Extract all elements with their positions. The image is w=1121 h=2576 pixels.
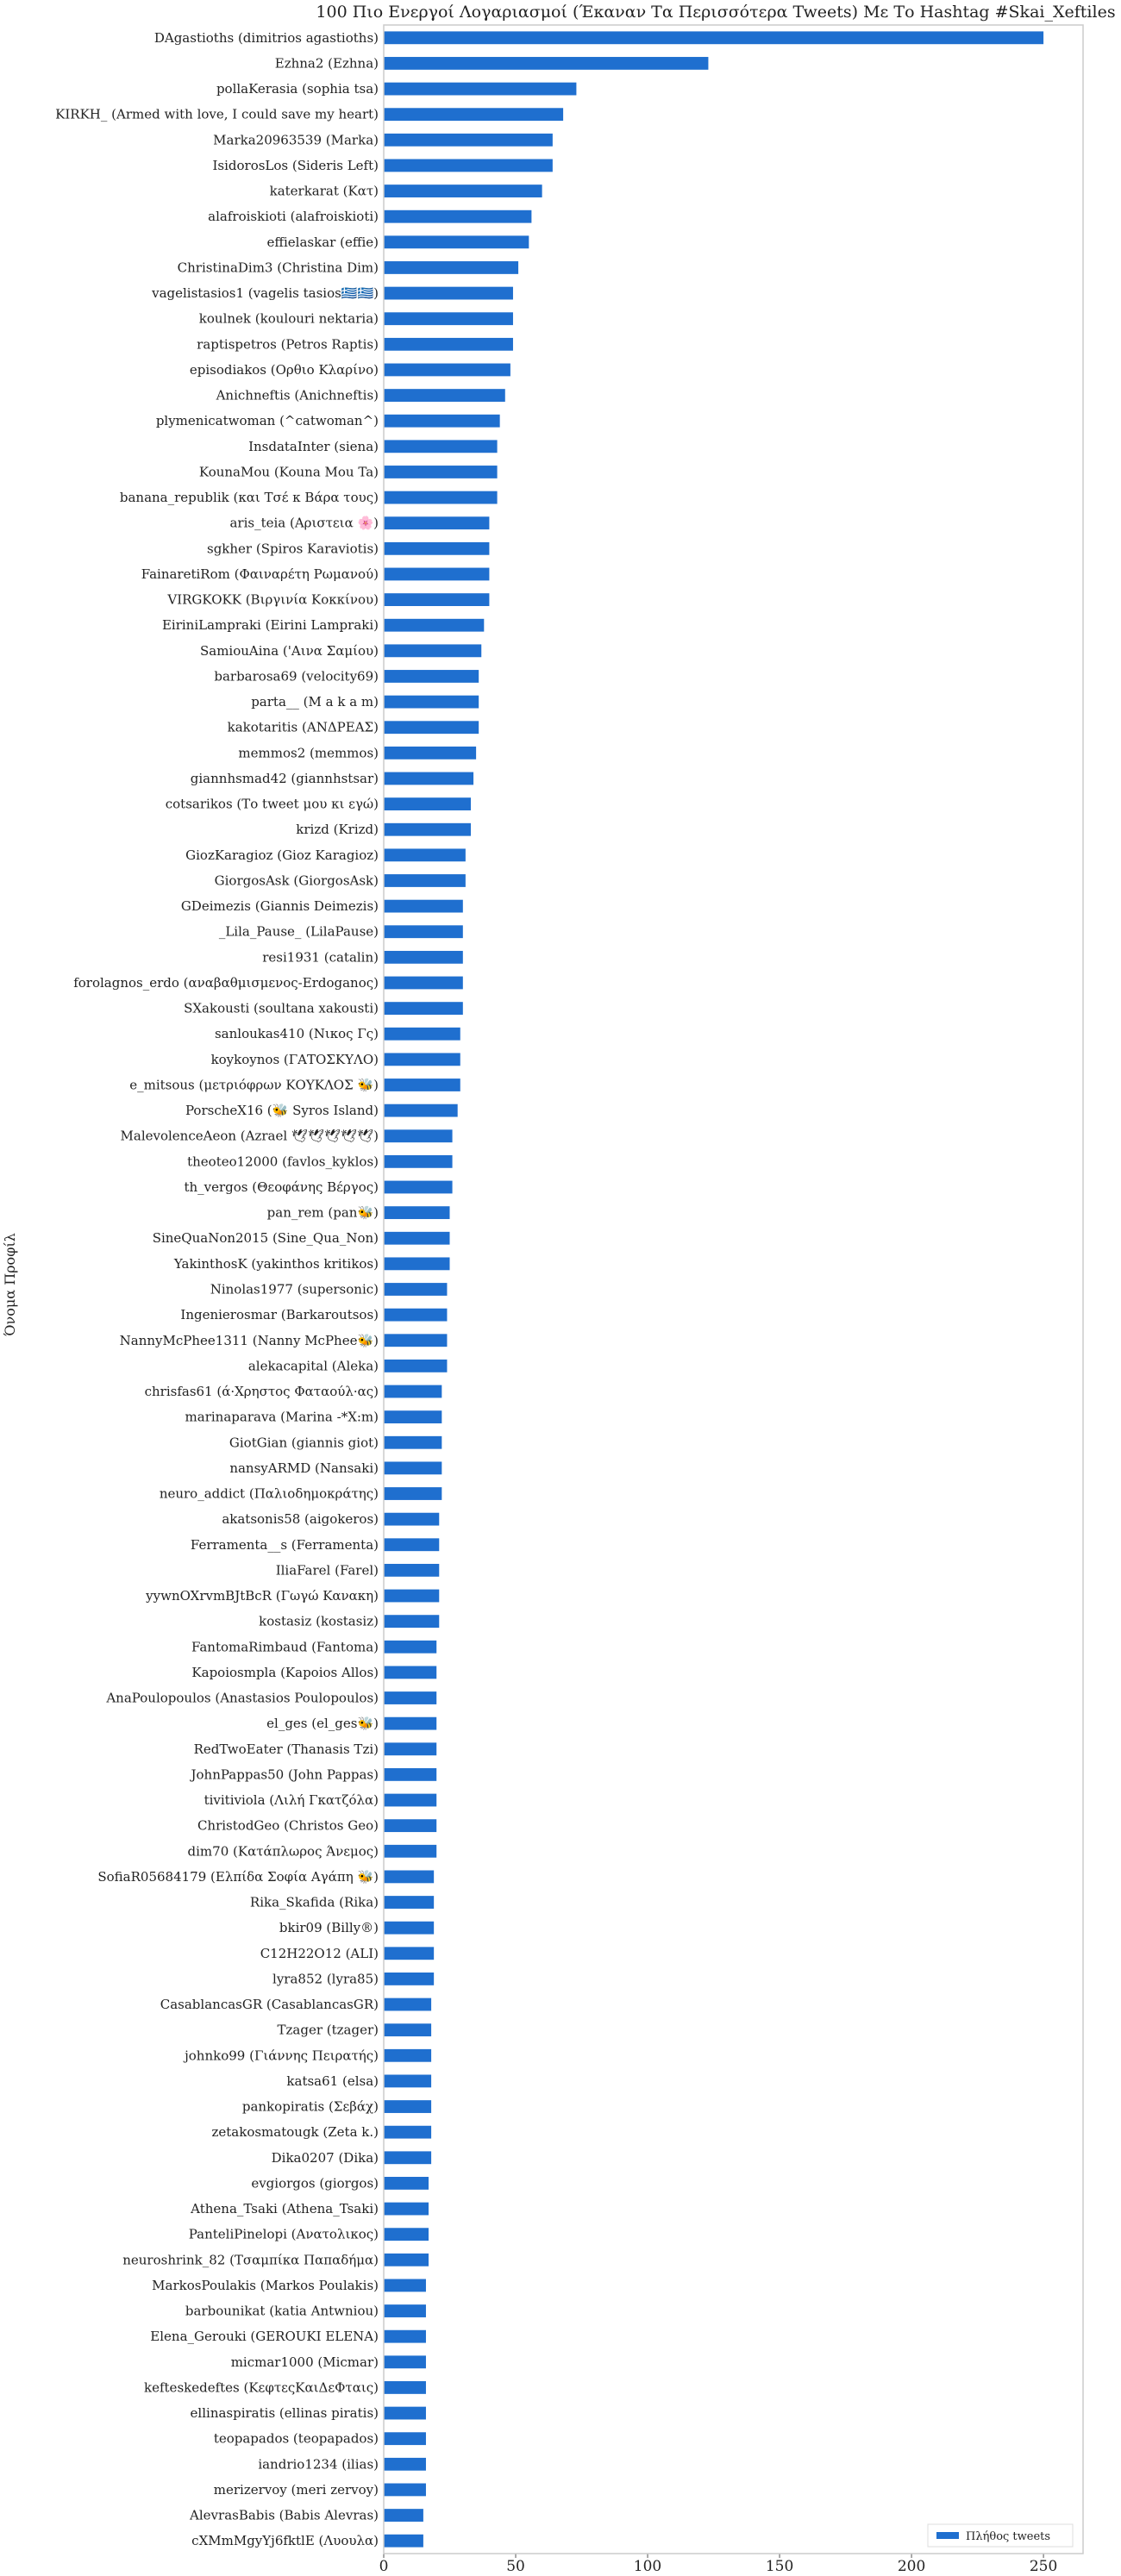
category-label: iandrio1234 (ilias) — [258, 2456, 379, 2473]
bar — [384, 2381, 426, 2394]
bar — [384, 1129, 453, 1142]
category-label: NannyMcPhee1311 (Nanny McPhee🐝) — [119, 1332, 379, 1348]
bar — [384, 848, 466, 861]
bar — [384, 287, 513, 300]
bar — [384, 491, 498, 504]
category-label: MarkosPoulakis (Markos Poulakis) — [152, 2277, 379, 2293]
category-label: Ingenierosmar (Barkaroutsos) — [180, 1307, 379, 1323]
x-tick-label: 200 — [897, 2558, 926, 2573]
bar — [384, 57, 708, 70]
category-label: cotsarikos (Το tweet μου κι εγώ) — [165, 796, 379, 812]
bar — [384, 31, 1043, 44]
category-label: yywnOXrvmBJtBcR (Γωγώ Κανακη) — [146, 1588, 379, 1604]
bar — [384, 2075, 431, 2088]
bar — [384, 1155, 453, 1168]
category-label: Anichneftis (Anichneftis) — [216, 387, 379, 403]
bar — [384, 1768, 436, 1781]
bar — [384, 389, 505, 402]
category-label: giannhsmad42 (giannhstsar) — [190, 770, 379, 786]
category-label: Kapoiosmpla (Kapoios Allos) — [191, 1664, 379, 1680]
category-label: JohnPappas50 (John Pappas) — [191, 1766, 379, 1783]
category-label: tivitiviola (Λιλή Γκατζόλα) — [204, 1792, 379, 1809]
category-label: parta__ (M a k a m) — [251, 694, 379, 710]
bar — [384, 1257, 450, 1270]
bar — [384, 1717, 436, 1730]
bar — [384, 1564, 439, 1577]
category-label: YakinthosK (yakinthos kritikos) — [173, 1255, 379, 1272]
category-label: RedTwoEater (Thanasis Tzi) — [193, 1741, 379, 1757]
category-label: resi1931 (catalin) — [262, 949, 379, 966]
category-label: Athena_Tsaki (Athena_Tsaki) — [191, 2201, 379, 2217]
bar — [384, 1794, 436, 1807]
bar — [384, 1922, 434, 1935]
category-label: SineQuaNon2015 (Sine_Qua_Non) — [152, 1230, 379, 1247]
y-axis-label: Όνομα Προφίλ — [2, 1233, 18, 1336]
category-label: ChristodGeo (Christos Geo) — [197, 1817, 379, 1834]
bar — [384, 1334, 447, 1347]
category-label: EiriniLampraki (Eirini Lampraki) — [161, 617, 379, 634]
category-label: banana_republik (και Τσέ κ Βάρα τους) — [119, 490, 379, 506]
category-label: raptispetros (Petros Raptis) — [197, 336, 379, 353]
category-label: katerkarat (Κατ) — [269, 183, 379, 199]
bar — [384, 2509, 423, 2522]
category-label: koulnek (koulouri nektaria) — [198, 310, 379, 327]
bar — [384, 516, 489, 529]
category-label: GiozKaragioz (Gioz Karagioz) — [185, 847, 379, 863]
bar — [384, 338, 513, 351]
category-label: el_ges (el_ges🐝) — [266, 1716, 379, 1732]
bar — [384, 2023, 431, 2036]
bar — [384, 1896, 434, 1909]
category-label: katsa61 (elsa) — [286, 2073, 379, 2089]
category-label: zetakosmatougk (Zeta k.) — [211, 2124, 379, 2141]
bar — [384, 1079, 460, 1091]
bar — [384, 2228, 429, 2241]
bar — [384, 2126, 431, 2139]
category-label: FainaretiRom (Φαιναρέτη Ρωμανού) — [141, 566, 379, 582]
category-label: VIRGKOKK (Βιργινία Κοκκίνου) — [167, 591, 379, 608]
chart-title: 100 Πιο Ενεργοί Λογαριασμοί (Έκαναν Τα Περισσότερα Tweets) Με Το Hashtag #Skai_Xeftiles — [316, 3, 1116, 22]
category-label: PorscheX16 (🐝 Syros Island) — [185, 1103, 379, 1119]
category-label: teopapados (teopapados) — [213, 2430, 379, 2447]
category-label: kostasiz (kostasiz) — [259, 1613, 379, 1629]
bar — [384, 1283, 447, 1296]
category-label: memmos2 (memmos) — [238, 745, 379, 761]
bar — [384, 1973, 434, 1985]
category-label: micmar1000 (Micmar) — [230, 2354, 379, 2370]
category-label: e_mitsous (μετριόφρων ΚΟΥΚΛΟΣ 🐝) — [129, 1077, 379, 1093]
bar — [384, 1206, 450, 1219]
bar — [384, 2049, 431, 2062]
bar — [384, 670, 479, 683]
bar — [384, 900, 463, 913]
legend — [928, 2524, 1073, 2547]
bar — [384, 696, 479, 709]
category-label: Ezhna2 (Ezhna) — [274, 55, 379, 72]
category-label: GDeimezis (Giannis Deimezis) — [180, 898, 379, 915]
bar — [384, 2203, 429, 2216]
x-tick-label: 50 — [506, 2558, 525, 2573]
x-tick-label: 150 — [765, 2558, 794, 2573]
category-label: koykoynos (ΓΑΤΟΣΚΥΛΟ) — [210, 1051, 379, 1067]
category-label: chrisfas61 (ά·Χρηστος Φαταούλ·ας) — [144, 1384, 379, 1400]
bar — [384, 364, 510, 377]
category-label: Marka20963539 (Marka) — [213, 132, 379, 148]
bar — [384, 440, 498, 453]
category-label: C12H22O12 (ALI) — [260, 1945, 379, 1961]
bar — [384, 1947, 434, 1960]
bar — [384, 415, 500, 428]
category-label: AnaPoulopoulos (Anastasios Poulopoulos) — [106, 1690, 379, 1706]
category-label: ellinaspiratis (ellinas piratis) — [190, 2405, 379, 2422]
bar — [384, 1436, 442, 1449]
category-label: pan_rem (pan🐝) — [266, 1204, 379, 1221]
bar — [384, 2279, 426, 2292]
x-tick-label: 100 — [633, 2558, 662, 2573]
bar — [384, 134, 553, 147]
category-label: akatsonis58 (aigokeros) — [222, 1511, 379, 1528]
bar — [384, 1002, 463, 1015]
bar — [384, 2535, 423, 2548]
bar — [384, 1641, 436, 1654]
bar — [384, 312, 513, 325]
category-label: episodiakos (Ορθιο Κλαρίνο) — [189, 361, 379, 378]
category-label: barbarosa69 (velocity69) — [214, 668, 379, 685]
bar — [384, 261, 518, 274]
category-label: Rika_Skafida (Rika) — [249, 1894, 379, 1910]
category-label: barbounikat (katia Antwniou) — [185, 2303, 379, 2319]
legend-label: Πλήθος tweets — [966, 2530, 1051, 2543]
category-label: lyra852 (lyra85) — [272, 1971, 379, 1987]
bar — [384, 184, 542, 197]
category-label: CasablancasGR (CasablancasGR) — [160, 1997, 379, 2013]
category-label: Dika0207 (Dika) — [271, 2149, 379, 2166]
x-tick-label: 0 — [379, 2558, 389, 2573]
bar — [384, 1742, 436, 1755]
category-label: SofiaR05684179 (Ελπίδα Σοφία Αγάπη 🐝) — [97, 1868, 379, 1885]
bar — [384, 1666, 436, 1679]
category-label: kakotaritis (ΑΝΔΡΕΑΣ) — [227, 719, 379, 735]
bar — [384, 1028, 460, 1041]
category-label: pankopiratis (Σεβάχ) — [241, 2098, 379, 2115]
bar — [384, 1819, 436, 1832]
category-label: nansyARMD (Nansaki) — [229, 1460, 379, 1476]
bar — [384, 977, 463, 990]
category-label: Elena_Gerouki (GEROUKI ELENA) — [150, 2329, 379, 2345]
bar — [384, 1232, 450, 1245]
bar — [384, 721, 479, 734]
category-label: forolagnos_erdo (αναβαθμισμενος-Erdoganoς) — [73, 974, 379, 991]
category-label: GiotGian (giannis giot) — [229, 1435, 379, 1451]
bar — [384, 2458, 426, 2471]
bar — [384, 210, 531, 223]
category-label: aris_teia (Αριστεια 🌸) — [229, 515, 379, 531]
category-label: evgiorgos (giorgos) — [251, 2175, 379, 2191]
category-label: alafroiskioti (alafroiskioti) — [208, 209, 379, 225]
bar — [384, 2432, 426, 2445]
category-label: merizervoy (meri zervoy) — [213, 2481, 379, 2498]
category-label: SXakousti (soultana xakousti) — [184, 1000, 379, 1016]
category-label: AlevrasBabis (Babis Alevras) — [190, 2507, 379, 2523]
category-label: IsidorosLos (Sideris Left) — [212, 157, 379, 173]
category-label: KIRKH_ (Armed with love, I could save my heart) — [55, 106, 379, 122]
category-label: _Lila_Pause_ (LilaPause) — [218, 923, 379, 940]
bar — [384, 1104, 458, 1117]
bar — [384, 2151, 431, 2164]
category-label: alekacapital (Aleka) — [247, 1358, 379, 1374]
bar — [384, 1590, 439, 1603]
category-label: ChristinaDim3 (Christina Dim) — [177, 259, 379, 276]
category-label: GiorgosAsk (GiorgosAsk) — [214, 872, 379, 889]
category-label: PanteliPinelopi (Ανατολικος) — [188, 2226, 379, 2242]
bar — [384, 1181, 453, 1194]
category-label: MalevolenceAeon (Azrael 🕊🕊🕊🕊🕊) — [120, 1128, 379, 1144]
bar — [384, 1309, 447, 1322]
bar — [384, 108, 563, 121]
category-label: pollaKerasia (sophia tsa) — [216, 81, 379, 97]
category-label: FantomaRimbaud (Fantoma) — [191, 1639, 379, 1655]
category-label: plymenicatwoman (^catwoman^) — [155, 413, 379, 429]
bar — [384, 619, 484, 632]
bar — [384, 83, 576, 96]
category-label: KounaMou (Kouna Mou Ta) — [198, 464, 379, 480]
category-label: marinaparava (Marina -*X:m) — [185, 1409, 379, 1425]
category-label: vagelistasios1 (vagelis tasios🇬🇷🇬🇷) — [152, 285, 379, 302]
bar — [384, 542, 489, 555]
bar — [384, 1870, 434, 1883]
bar — [384, 235, 529, 248]
category-label: dim70 (Κατάπλωρος Άνεμος) — [187, 1843, 379, 1860]
category-label: sgkher (Spiros Karaviotis) — [207, 541, 379, 557]
bar — [384, 2484, 426, 2497]
category-label: IliaFarel (Farel) — [275, 1562, 379, 1579]
bar — [384, 1487, 442, 1500]
category-label: SamiouAina ('Αινα Σαμίου) — [199, 642, 379, 659]
category-label: effielaskar (effie) — [266, 234, 379, 250]
bar — [384, 1410, 442, 1423]
bar — [384, 823, 471, 836]
bar — [384, 159, 553, 172]
bar — [384, 466, 498, 478]
category-label: kefteskedeftes (ΚεφτεςΚαιΔεΦταις) — [144, 2379, 379, 2396]
category-label: krizd (Krizd) — [296, 822, 379, 838]
bar — [384, 2330, 426, 2343]
bar — [384, 1691, 436, 1704]
category-label: sanloukas410 (Νικος Γς) — [214, 1026, 379, 1042]
bar — [384, 1513, 439, 1526]
bar — [384, 1360, 447, 1372]
bar — [384, 925, 463, 938]
category-label: cXMmMgyYj6fktlE (Λυουλα) — [191, 2533, 379, 2549]
bar — [384, 874, 466, 887]
bar — [384, 1385, 442, 1398]
bar — [384, 1845, 436, 1858]
bar — [384, 1053, 460, 1066]
bar — [384, 797, 471, 810]
category-label: johnko99 (Γιάννης Πειρατής) — [185, 2048, 379, 2064]
bar — [384, 1461, 442, 1474]
bar — [384, 593, 489, 606]
category-label: Ninolas1977 (supersonic) — [210, 1281, 379, 1297]
bar — [384, 2407, 426, 2420]
bar — [384, 747, 476, 760]
bar — [384, 568, 489, 581]
bar — [384, 2355, 426, 2368]
x-tick-label: 250 — [1029, 2558, 1058, 2573]
bar — [384, 2304, 426, 2317]
bar — [384, 644, 481, 657]
category-label: DAgastioths (dimitrios agastioths) — [153, 29, 379, 46]
category-label: neuro_addict (Παλιοδημοκράτης) — [159, 1485, 379, 1502]
bar — [384, 951, 463, 964]
category-label: Ferramenta__s (Ferramenta) — [190, 1536, 379, 1553]
bar — [384, 772, 473, 785]
legend-swatch — [936, 2532, 959, 2539]
bar — [384, 2177, 429, 2190]
bar — [384, 2100, 431, 2113]
category-label: Tzager (tzager) — [277, 2022, 379, 2038]
category-label: InsdataInter (siena) — [248, 438, 379, 454]
category-label: bkir09 (Billy®) — [279, 1920, 379, 1936]
category-label: th_vergos (Θεοφάνης Βέργος) — [184, 1179, 379, 1195]
bar — [384, 1538, 439, 1551]
category-label: neuroshrink_82 (Τσαμπίκα Παπαδήμα) — [122, 2252, 379, 2268]
bar — [384, 1998, 431, 2011]
category-label: theoteo12000 (favlos_kyklos) — [187, 1154, 379, 1170]
bar — [384, 2254, 429, 2267]
bar — [384, 1615, 439, 1628]
